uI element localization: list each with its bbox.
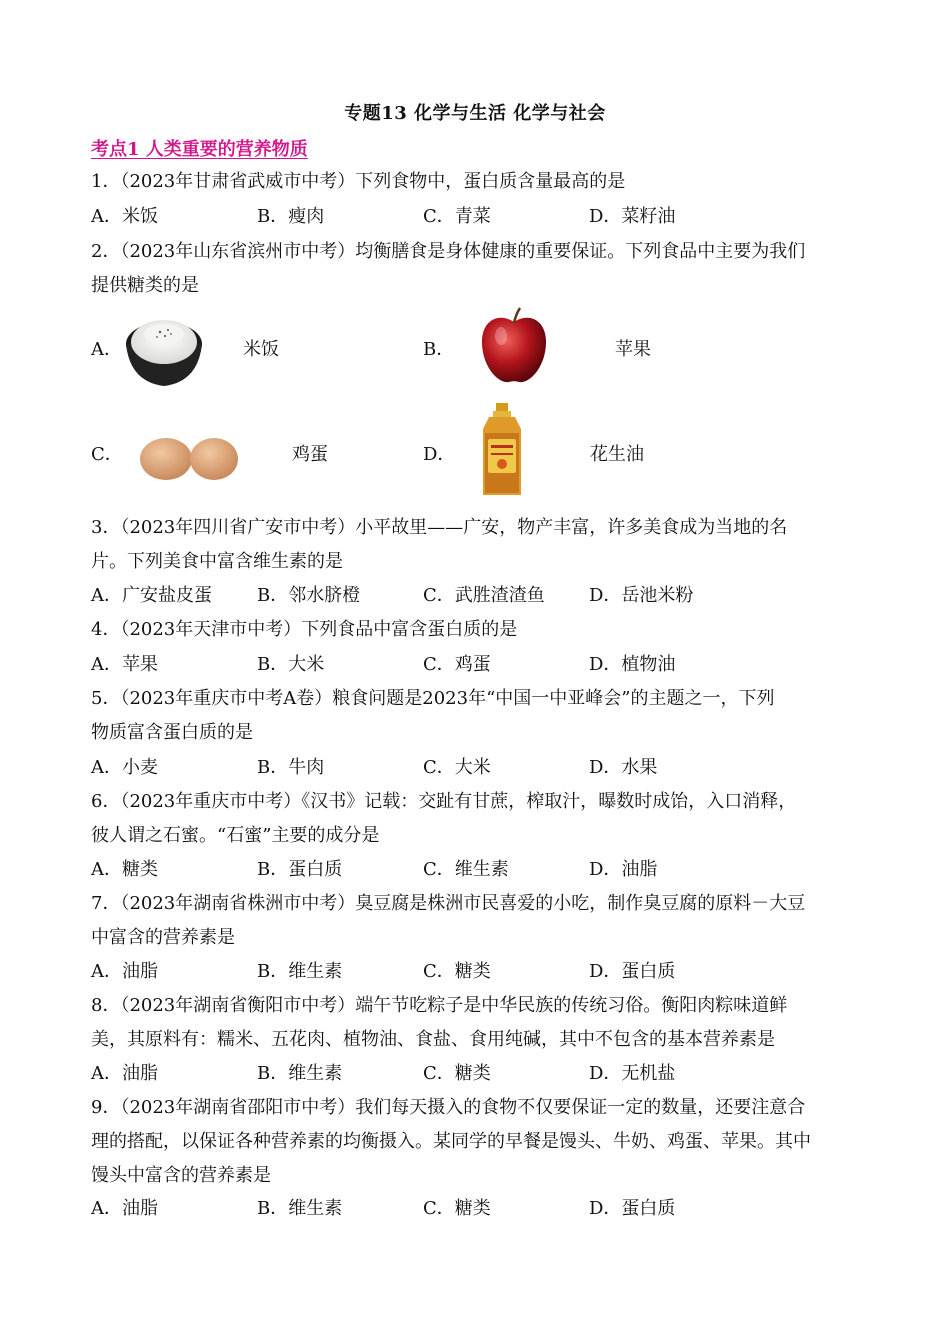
q6-option-b: B．蛋白质 [257, 859, 343, 880]
q2-option-d-letter: D． [423, 444, 456, 465]
question-9-text-line1: 9．（2023年湖南省邵阳市中考）我们每天摄入的食物不仅要保证一定的数量，还要注意合 [91, 1097, 806, 1118]
q5-option-a: A．小麦 [91, 757, 158, 778]
q5-option-d: D．水果 [589, 757, 658, 778]
question-6-text-line1: 6．（2023年重庆市中考）《汉书》记载：交趾有甘蔗，榨取汁，曝数时成饴，入口消释， [91, 791, 797, 812]
q2-option-c-label: 鸡蛋 [292, 444, 328, 465]
question-3-text-line2: 片。下列美食中富含维生素的是 [91, 551, 343, 572]
oil-bottle-icon [479, 403, 527, 501]
q5-option-b: B．牛肉 [257, 757, 325, 778]
section-heading: 考点1 人类重要的营养物质 [91, 139, 308, 160]
q7-option-a: A．油脂 [91, 961, 158, 982]
question-9-text-line2: 理的搭配，以保证各种营养素的均衡摄入。某同学的早餐是馒头、牛奶、鸡蛋、苹果。其中 [91, 1131, 811, 1152]
q7-option-b: B．维生素 [257, 961, 343, 982]
q3-option-b: B．邻水脐橙 [257, 585, 361, 606]
q2-option-d-label: 花生油 [590, 444, 644, 465]
q2-option-a-letter: A． [91, 339, 122, 360]
q1-option-d: D．菜籽油 [589, 206, 676, 227]
q5-option-c: C．大米 [423, 757, 491, 778]
q3-option-a: A．广安盐皮蛋 [91, 585, 212, 606]
question-1-text: 1．（2023年甘肃省武威市中考）下列食物中，蛋白质含量最高的是 [91, 171, 626, 192]
apple-icon [479, 306, 549, 390]
question-8-text-line1: 8．（2023年湖南省衡阳市中考）端午节吃粽子是中华民族的传统习俗。衡阳肉粽味道鲜 [91, 995, 788, 1016]
q8-option-c: C．糖类 [423, 1063, 491, 1084]
q1-option-b: B．瘦肉 [257, 206, 325, 227]
q2-option-a-label: 米饭 [243, 339, 279, 360]
q4-option-c: C．鸡蛋 [423, 654, 491, 675]
q6-option-a: A．糖类 [91, 859, 158, 880]
q9-option-c: C．糖类 [423, 1198, 491, 1219]
q6-option-d: D．油脂 [589, 859, 658, 880]
question-7-text-line1: 7．（2023年湖南省株洲市中考）臭豆腐是株洲市民喜爱的小吃，制作臭豆腐的原料－大豆 [91, 893, 806, 914]
q1-option-a: A．米饭 [91, 206, 158, 227]
q9-option-d: D．蛋白质 [589, 1198, 676, 1219]
q8-option-b: B．维生素 [257, 1063, 343, 1084]
q8-option-a: A．油脂 [91, 1063, 158, 1084]
rice-bowl-icon [124, 310, 204, 392]
eggs-icon [138, 434, 242, 486]
q9-option-b: B．维生素 [257, 1198, 343, 1219]
q2-option-b-letter: B． [423, 339, 455, 360]
question-6-text-line2: 彼人谓之石蜜。“石蜜”主要的成分是 [91, 825, 380, 846]
question-7-text-line2: 中富含的营养素是 [91, 927, 235, 948]
q4-option-b: B．大米 [257, 654, 325, 675]
question-2-text-line1: 2．（2023年山东省滨州市中考）均衡膳食是身体健康的重要保证。下列食品中主要为我们 [91, 241, 806, 262]
q7-option-c: C．糖类 [423, 961, 491, 982]
q9-option-a: A．油脂 [91, 1198, 158, 1219]
question-3-text-line1: 3．（2023年四川省广安市中考）小平故里——广安，物产丰富，许多美食成为当地的名 [91, 517, 788, 538]
q7-option-d: D．蛋白质 [589, 961, 676, 982]
question-8-text-line2: 美，其原料有：糯米、五花肉、植物油、食盐、食用纯碱，其中不包含的基本营养素是 [91, 1029, 775, 1050]
question-5-text-line2: 物质富含蛋白质的是 [91, 722, 253, 743]
q6-option-c: C．维生素 [423, 859, 509, 880]
q1-option-c: C．青菜 [423, 206, 491, 227]
q8-option-d: D．无机盐 [589, 1063, 676, 1084]
q4-option-d: D．植物油 [589, 654, 676, 675]
question-2-text-line2: 提供糖类的是 [91, 275, 199, 296]
q2-option-c-letter: C． [91, 444, 123, 465]
q2-option-b-label: 苹果 [615, 339, 651, 360]
q4-option-a: A．苹果 [91, 654, 158, 675]
q3-option-c: C．武胜渣渣鱼 [423, 585, 545, 606]
question-4-text: 4．（2023年天津市中考）下列食品中富含蛋白质的是 [91, 619, 518, 640]
question-5-text-line1: 5．（2023年重庆市中考A卷）粮食问题是2023年“中国一中亚峰会”的主题之一，下列 [91, 688, 775, 709]
q3-option-d: D．岳池米粉 [589, 585, 694, 606]
question-9-text-line3: 馒头中富含的营养素是 [91, 1165, 271, 1186]
page-title: 专题13 化学与生活 化学与社会 [344, 103, 606, 124]
